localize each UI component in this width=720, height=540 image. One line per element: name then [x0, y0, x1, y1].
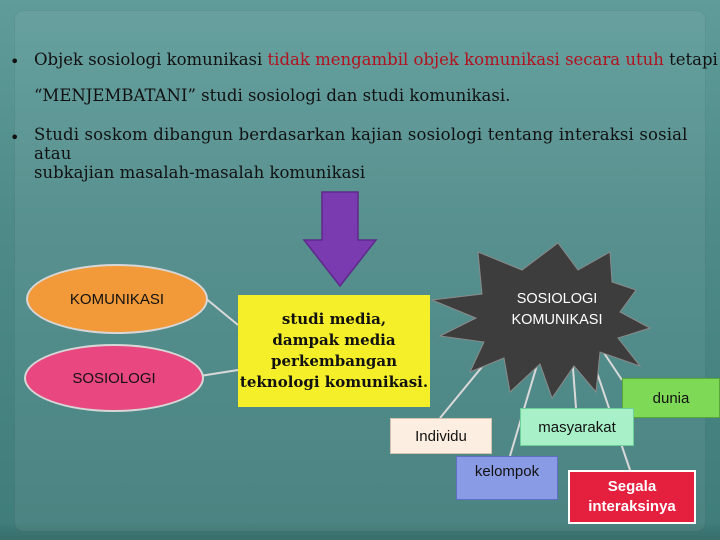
bullet-marker-1: • — [10, 52, 20, 71]
sosiologi-komunikasi-label: SOSIOLOGI KOMUNIKASI — [511, 291, 603, 328]
sosiologi-oval: SOSIOLOGI — [24, 344, 204, 412]
segala-interaksinya-box: Segala interaksinya — [568, 470, 696, 524]
bullet-2-line-2: subkajian masalah-masalah komunikasi — [34, 163, 366, 182]
studi-media-text: studi media, dampak media perkembangan teknologi komunikasi. — [239, 310, 429, 391]
komunikasi-oval: KOMUNIKASI — [26, 264, 208, 334]
bullet-2-line-1: Studi soskom dibangun berdasarkan kajian sosiologi tentang interaksi sosial atau — [34, 125, 688, 163]
individu-box: Individu — [390, 418, 492, 454]
bullet-1-text-post: tetapi — [663, 50, 718, 69]
bullet-1-line-2: “MENJEMBATANI” studi sosiologi dan studi komunikasi. — [34, 86, 511, 105]
studi-media-box — [238, 295, 430, 407]
bullet-1-highlight: tidak mengambil objek komunikasi secara utuh — [267, 50, 664, 69]
masyarakat-box: masyarakat — [520, 408, 634, 446]
dunia-box: dunia — [622, 378, 720, 418]
kelompok-box: kelompok — [456, 456, 558, 500]
bullet-1-text-pre: Objek sosiologi komunikasi — [34, 50, 268, 69]
bullet-marker-2: • — [10, 128, 20, 147]
bottom-strip — [0, 522, 720, 540]
